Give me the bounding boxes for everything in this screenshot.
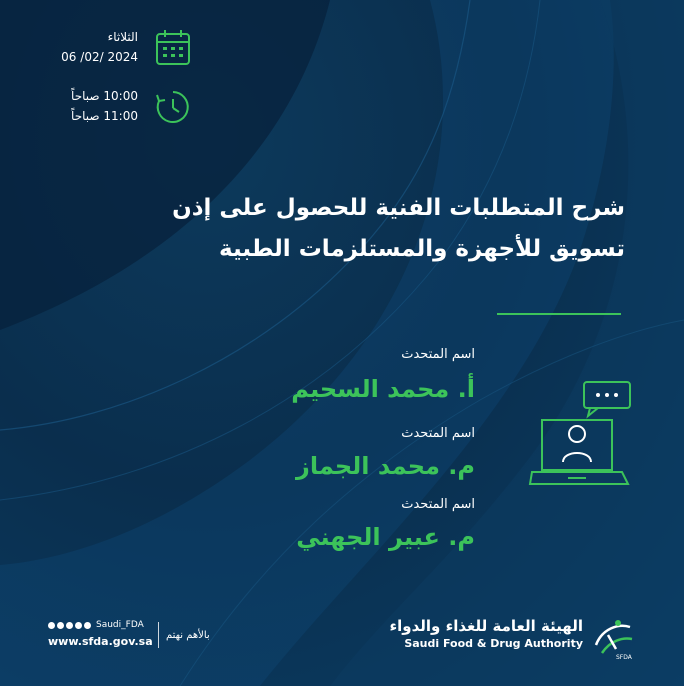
youtube-icon[interactable] [48, 622, 55, 629]
clock-icon [155, 89, 191, 125]
slogan: بالأهم نهتم [166, 630, 210, 641]
org-name-english: Saudi Food & Drug Authority [404, 637, 583, 650]
sfda-logo [588, 615, 636, 661]
speaker-3-name: م. عبير الجهني [296, 523, 475, 551]
logo-text: SFDA [616, 654, 632, 661]
org-name-arabic: الهيئة العامة للغذاء والدواء [389, 617, 583, 635]
facebook-icon[interactable] [66, 622, 73, 629]
social-links [48, 620, 144, 630]
event-start-time: 10:00 صباحاً [71, 89, 138, 103]
event-title-line-1: شرح المتطلبات الفنية للحصول على إذن [172, 195, 625, 221]
online-speaker-icon [528, 380, 632, 490]
speaker-2-label: اسم المتحدث [401, 426, 475, 441]
event-title-line-2: تسويق للأجهزة والمستلزمات الطبية [219, 236, 625, 262]
speaker-3-label: اسم المتحدث [401, 497, 475, 512]
event-day: الثلاثاء [107, 30, 138, 44]
speaker-1-name: أ. محمد السحيم [291, 375, 475, 403]
social-handle[interactable]: Saudi_FDA [96, 620, 144, 630]
event-date: 2024 /02/ 06 [61, 50, 138, 64]
calendar-icon [155, 29, 191, 67]
footer-divider [158, 622, 159, 648]
speaker-2-name: م. محمد الجماز [296, 452, 475, 480]
title-divider [497, 313, 621, 315]
instagram-icon[interactable] [57, 622, 64, 629]
linkedin-icon[interactable] [75, 622, 82, 629]
event-end-time: 11:00 صباحاً [71, 109, 138, 123]
speaker-1-label: اسم المتحدث [401, 347, 475, 362]
website-link[interactable]: www.sfda.gov.sa [48, 635, 153, 648]
twitter-icon[interactable] [84, 622, 91, 629]
